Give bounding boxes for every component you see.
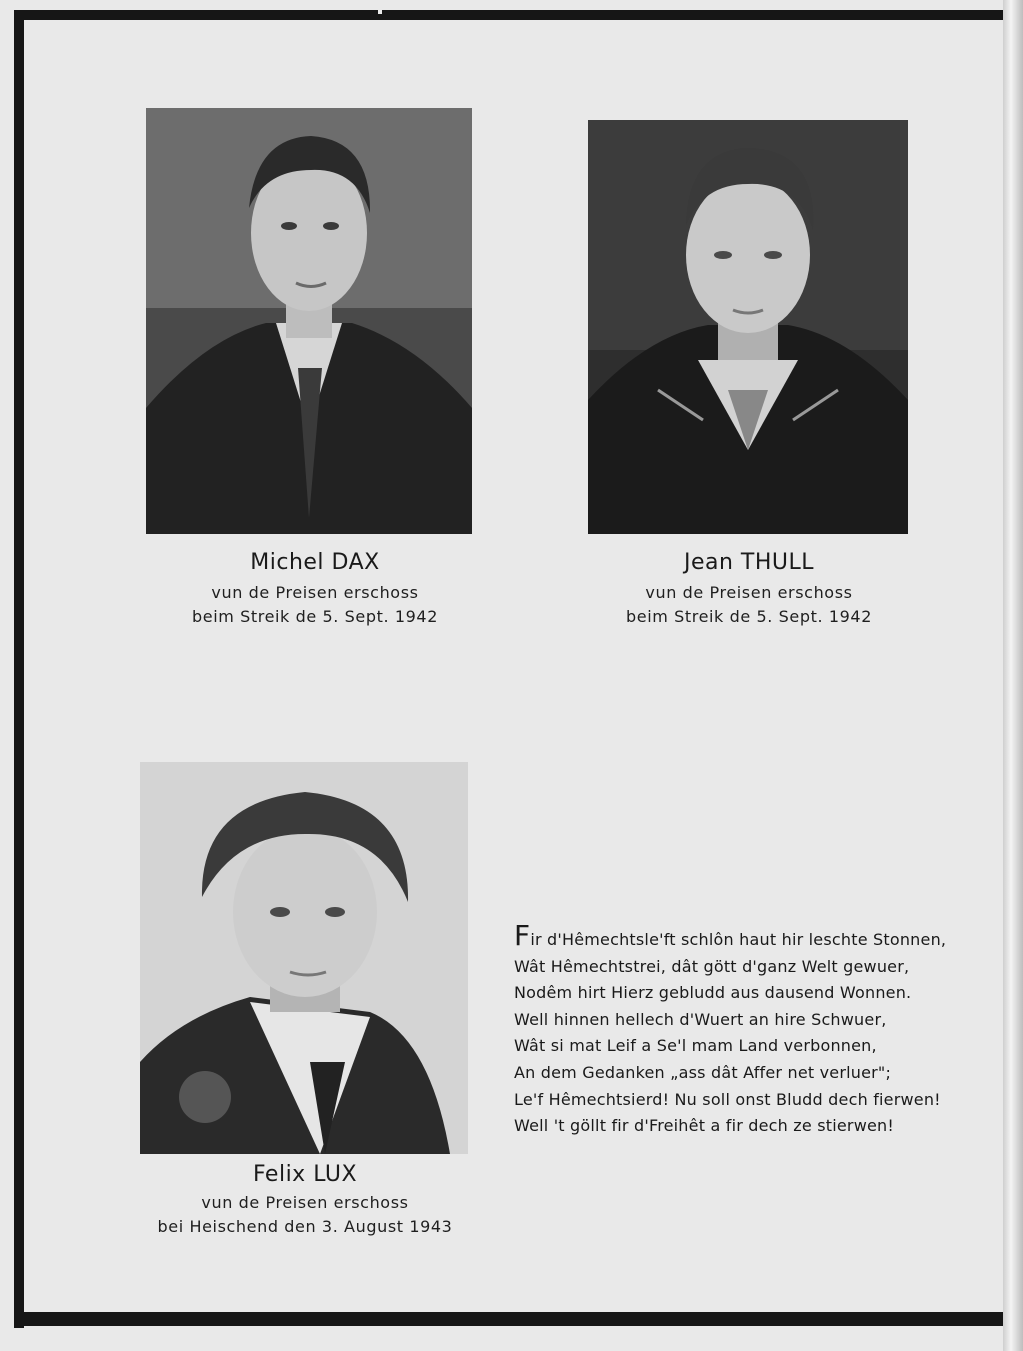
poem-initial: F [514, 919, 531, 952]
poem-first-line: ir d'Hêmechtsle'ft schlôn haut hir leschte Stonnen, [530, 930, 947, 949]
poem-line: Nodêm hirt Hierz gebludd aus dausend Wonnen. [514, 983, 912, 1003]
memorial-poem [514, 919, 984, 1140]
portrait-jean-thull [588, 120, 908, 534]
page-right-edge [1003, 0, 1023, 1351]
frame-top-border [14, 10, 1006, 20]
frame-bottom-border [14, 1312, 1023, 1326]
person-name: Jean THULL [683, 550, 815, 575]
person-name: Felix LUX [252, 1162, 358, 1187]
person-detail-line2: beim Streik de 5. Sept. 1942 [192, 607, 438, 626]
portrait-felix-lux [140, 762, 468, 1154]
person-detail-line1: vun de Preisen erschoss [645, 583, 853, 602]
person-detail-line1: vun de Preisen erschoss [211, 583, 419, 602]
person-detail-line1: vun de Preisen erschoss [201, 1193, 409, 1212]
poem-line: Well 't göllt fir d'Freihêt a fir dech ze stierwen! [514, 1116, 894, 1136]
person-name: Michel DAX [250, 550, 380, 575]
poem-line: An dem Gedanken „ass dât Affer net verluer"; [514, 1062, 892, 1082]
poem-line: Le'f Hêmechtsierd! Nu soll onst Bludd dech fierwen! [514, 1089, 941, 1109]
poem-line: Well hinnen hellech d'Wuert an hire Schwuer, [514, 1009, 887, 1029]
portrait-michel-dax [146, 108, 472, 534]
poem-line: Wât si mat Leif a Se'l mam Land verbonnen, [514, 1036, 877, 1056]
person-detail-line2: bei Heischend den 3. August 1943 [157, 1217, 453, 1236]
caption-jean-thull [596, 550, 902, 629]
caption-felix-lux [132, 1162, 478, 1239]
person-detail-line2: beim Streik de 5. Sept. 1942 [626, 607, 872, 626]
poem-line [514, 919, 984, 954]
poem-line: Wât Hêmechtstrei, dât gött d'ganz Welt gewuer, [514, 956, 910, 976]
caption-michel-dax [160, 550, 470, 629]
frame-left-border [14, 10, 24, 1328]
frame-notch [378, 0, 382, 14]
